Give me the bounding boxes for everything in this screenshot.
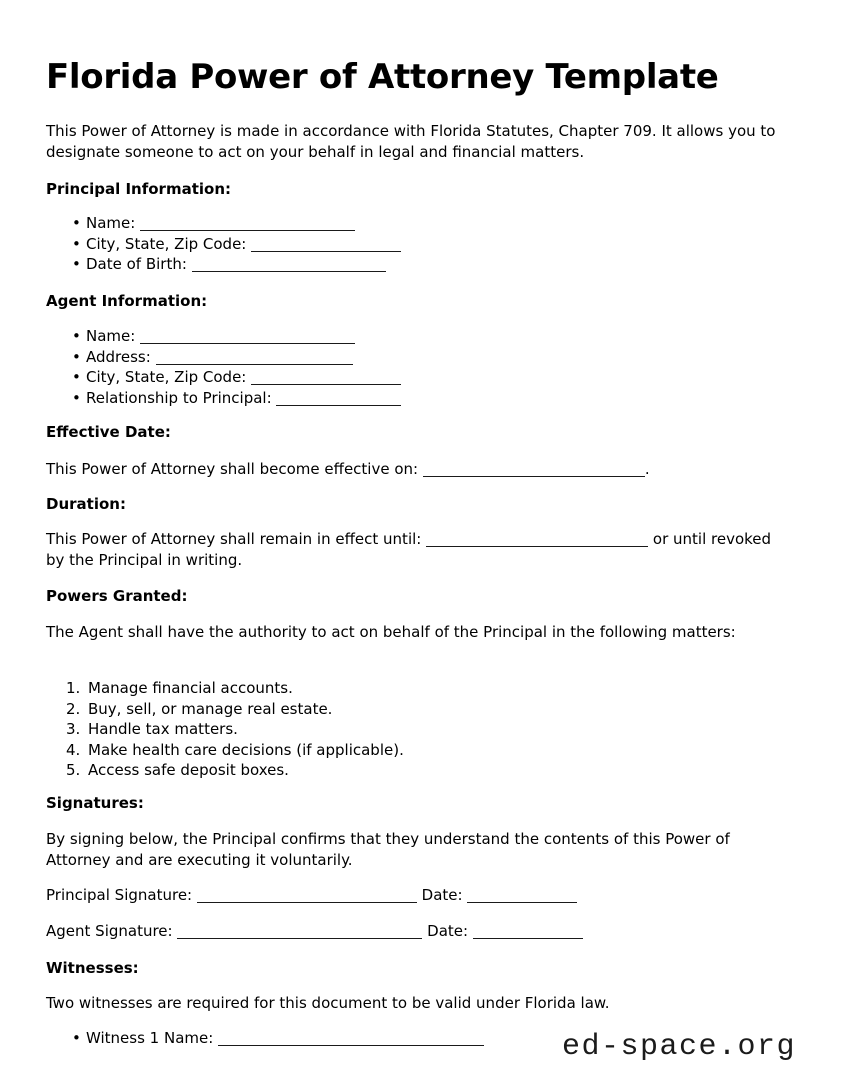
effective-date-blank[interactable] [423,476,645,477]
field-blank[interactable] [140,230,355,231]
witnesses-list [46,1028,484,1049]
list-item: Buy, sell, or manage real estate. [88,699,333,718]
section-heading-effective-date: Effective Date: [46,423,171,441]
signatures-intro: By signing below, the Principal confirms that they understand the contents of this Power of Attorney and are executing it voluntarily. [46,830,730,869]
principal-signature-blank[interactable] [197,902,417,903]
duration-paragraph [46,529,794,570]
section-heading-witnesses: Witnesses: [46,959,139,977]
agent-signature-label: Agent Signature: [46,922,173,940]
field-label: Address: [86,347,151,366]
principal-date-blank[interactable] [467,902,577,903]
powers-granted-intro: The Agent shall have the authority to act on behalf of the Principal in the following matters: [46,623,736,641]
effective-date-text-after: . [644,460,650,478]
principal-signature-label: Principal Signature: [46,886,193,904]
field-label: Date of Birth: [86,255,187,273]
list-item [46,254,401,275]
field-label: Relationship to Principal: [86,388,272,407]
site-watermark: ed-space.org [562,1030,797,1064]
list-item: Access safe deposit boxes. [88,761,289,779]
field-label: City, State, Zip Code: [86,368,247,386]
agent-information-list [46,326,401,408]
list-item [46,347,401,368]
agent-signature-line [46,921,583,942]
duration-text-before: This Power of Attorney shall remain in effect until: [46,530,422,548]
duration-blank[interactable] [426,546,648,547]
principal-signature-line [46,885,577,906]
effective-date-text-before: This Power of Attorney shall become effective on: [46,460,419,478]
effective-date-paragraph [46,459,794,480]
section-heading-powers-granted: Powers Granted: [46,587,188,605]
list-item [46,388,401,409]
list-item [46,234,401,255]
field-label: Name: [86,214,136,232]
list-item [46,367,401,388]
page-title: Florida Power of Attorney Template [46,57,719,97]
field-label: City, State, Zip Code: [86,234,247,253]
agent-date-label: Date: [427,922,469,940]
agent-date-blank[interactable] [473,938,583,939]
principal-information-list [46,213,401,275]
section-heading-principal-information: Principal Information: [46,180,232,198]
section-heading-duration: Duration: [46,495,126,513]
principal-date-label: Date: [421,886,463,904]
agent-signature-blank[interactable] [177,938,422,939]
field-blank[interactable] [251,251,401,252]
field-blank[interactable] [218,1045,484,1046]
field-label: Name: [86,327,136,345]
field-blank[interactable] [276,405,401,406]
field-blank[interactable] [156,364,353,365]
section-heading-agent-information: Agent Information: [46,292,208,310]
field-blank[interactable] [140,343,355,344]
field-blank[interactable] [192,271,386,272]
intro-paragraph: This Power of Attorney is made in accordance with Florida Statutes, Chapter 709. It allows you to designate someone to act on your behalf in legal and financial matters. [46,122,776,161]
witnesses-intro: Two witnesses are required for this document to be valid under Florida law. [46,994,610,1012]
list-item [46,1028,484,1049]
duration-text-after: or until revoked by the Principal in writing. [46,530,772,569]
list-item: Manage financial accounts. [88,679,293,697]
list-item [46,213,401,234]
section-heading-signatures: Signatures: [46,794,144,812]
list-item [46,326,401,347]
list-item: Handle tax matters. [88,720,238,738]
field-blank[interactable] [251,384,401,385]
powers-granted-list [46,678,404,781]
field-label: Witness 1 Name: [86,1029,214,1047]
list-item: Make health care decisions (if applicable). [88,740,404,759]
